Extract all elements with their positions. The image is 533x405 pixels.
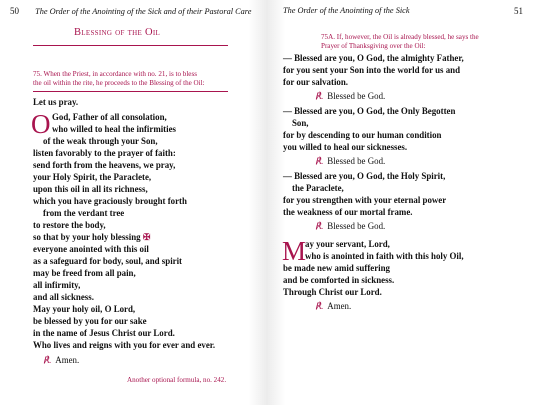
prayer-line: so that by your holy blessing	[33, 232, 141, 242]
left-rubric-line-1: 75. When the Priest, in accordance with no. 21, is to bless	[33, 70, 197, 78]
blessing-cross-icon: ✠	[142, 232, 151, 242]
final-prayer-dropcap: M	[282, 236, 307, 266]
prayer-line: as a safeguard for body, soul, and spirit	[33, 256, 183, 266]
prayer-dropcap: O	[31, 109, 51, 139]
prayer-line: to restore the body,	[33, 220, 106, 230]
thanksgiving-line: the Paraclete,	[292, 183, 344, 193]
prayer-line: of the weak through your Son,	[43, 136, 158, 146]
response-symbol: ℟.	[315, 91, 324, 101]
title-rule-top	[33, 45, 228, 46]
final-prayer-line: be made new amid suffering	[283, 263, 390, 273]
thanksgiving-line: for you sent your Son into the world for us and	[283, 65, 461, 75]
thanksgiving-line: for our salvation.	[283, 77, 349, 87]
response-text: Blessed be God.	[327, 221, 386, 231]
prayer-line: in the name of Jesus Christ our Lord.	[33, 328, 175, 338]
prayer-line: listen favorably to the prayer of faith:	[33, 148, 176, 158]
response-blessed	[315, 91, 385, 103]
response-text: Blessed be God.	[327, 156, 386, 166]
final-prayer-line: and be comforted in sickness.	[283, 275, 395, 285]
thanksgiving-line: you willed to heal our sicknesses.	[283, 142, 408, 152]
prayer-line: may be freed from all pain,	[33, 268, 136, 278]
thanksgiving-line: the weakness of our mortal frame.	[283, 207, 413, 217]
response-text: Blessed be God.	[327, 91, 386, 101]
thanksgiving-line: — Blessed are you, O God, the Only Begotten	[283, 106, 456, 116]
thanksgiving-line: — Blessed are you, O God, the Holy Spirit,	[283, 171, 446, 181]
right-rubric-line-1: 75A. If, however, the Oil is already blessed, he says the	[321, 33, 479, 41]
prayer-line: Who lives and reigns with you for ever and ever.	[33, 340, 216, 350]
response-symbol: ℟.	[315, 301, 324, 311]
prayer-line: upon this oil in all its richness,	[33, 184, 148, 194]
response-text: Amen.	[327, 301, 352, 311]
response-symbol: ℟.	[43, 355, 52, 365]
right-running-head	[283, 6, 523, 15]
section-title: Blessing of the Oil	[74, 27, 161, 38]
final-prayer-line: Through Christ our Lord.	[283, 287, 382, 297]
prayer-line: be blessed by you for our sake	[33, 316, 147, 326]
response-blessed	[315, 221, 385, 233]
right-rubric	[321, 33, 521, 51]
left-rubric-line-2: the oil within the rite, he proceeds to the Blessing of the Oil:	[33, 79, 205, 87]
response-amen	[315, 301, 351, 313]
prayer-line: from the verdant tree	[43, 208, 125, 218]
prayer-line-with-cross	[33, 232, 150, 244]
prayer-line: send forth from the heavens, we pray,	[33, 160, 176, 170]
prayer-line: and all sickness.	[33, 292, 94, 302]
prayer-line: your Holy Spirit, the Paraclete,	[33, 172, 152, 182]
final-prayer-line: ay your servant, Lord,	[305, 239, 390, 249]
left-running-head	[10, 6, 251, 16]
response-symbol: ℟.	[315, 156, 324, 166]
prayer-line: May your holy oil, O Lord,	[33, 304, 136, 314]
response-blessed	[315, 156, 385, 168]
prayer-line: all infirmity,	[33, 280, 81, 290]
left-response	[43, 355, 79, 367]
prayer-line: which you have graciously brought forth	[33, 196, 187, 206]
prayer-line: who willed to heal the infirmities	[52, 124, 176, 134]
thanksgiving-line: Son,	[292, 118, 309, 128]
thanksgiving-line: — Blessed are you, O God, the almighty Father,	[283, 53, 464, 63]
right-rubric-line-2: Prayer of Thanksgiving over the Oil:	[321, 42, 426, 50]
right-page	[267, 0, 533, 405]
prayer-line: everyone anointed with this oil	[33, 244, 149, 254]
thanksgiving-line: for by descending to our human condition	[283, 130, 442, 140]
invitation-text: Let us pray.	[33, 97, 79, 107]
prayer-line: God, Father of all consolation,	[52, 112, 167, 122]
final-prayer-line: who is anointed in faith with this holy Oil,	[305, 251, 464, 261]
response-text: Amen.	[55, 355, 80, 365]
response-symbol: ℟.	[315, 221, 324, 231]
right-running-title: The Order of the Anointing of the Sick	[283, 6, 410, 15]
thanksgiving-line: for you strengthen with your eternal power	[283, 195, 447, 205]
left-page-number: 50	[10, 6, 19, 16]
left-rubric	[33, 70, 233, 88]
left-running-title: The Order of the Anointing of the Sick and of their Pastoral Care	[35, 7, 252, 16]
optional-formula-note: Another optional formula, no. 242.	[127, 376, 227, 384]
rubric-rule-bottom	[33, 91, 228, 92]
right-page-number: 51	[514, 6, 523, 16]
